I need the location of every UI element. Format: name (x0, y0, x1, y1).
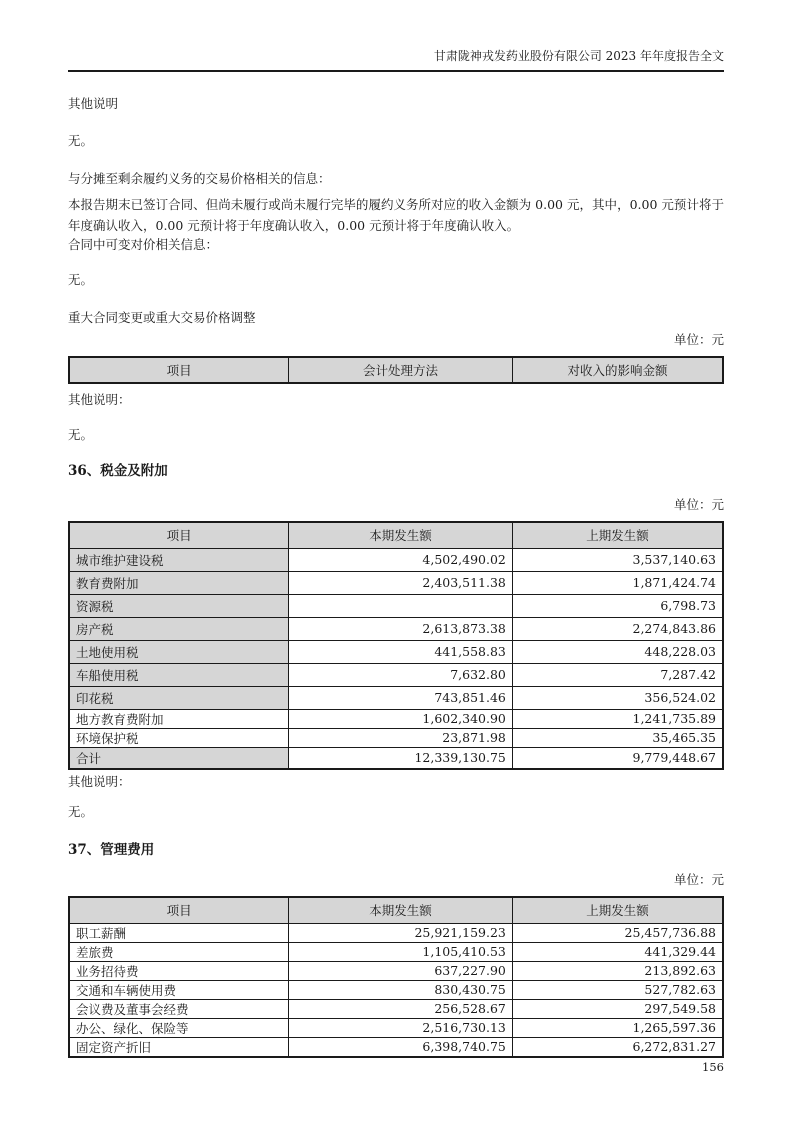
table-cell: 2,516,730.13 (289, 1018, 513, 1037)
table-cell: 25,921,159.23 (289, 923, 513, 942)
table-row (69, 1037, 723, 1057)
table-row (69, 961, 723, 980)
table-cell: 固定资产折旧 (69, 1037, 289, 1057)
report-title: 甘肃陇神戎发药业股份有限公司 2023 年年度报告全文 (433, 49, 724, 63)
section-36-title: 36、税金及附加 (68, 463, 168, 479)
management-expenses-table (68, 896, 724, 1058)
column-header: 上期发生额 (512, 522, 723, 548)
table-cell: 印花税 (69, 686, 289, 709)
allocation-body: 本报告期末已签订合同、但尚未履行或尚未履行完毕的履约义务所对应的收入金额为 0.00 元，其中，0.00 元预计将于年度确认收入，0.00 元预计将于年度确认收入，0.00 元预计将于年度确认收入。 (68, 197, 724, 233)
table-row (69, 980, 723, 999)
column-header: 上期发生额 (512, 897, 723, 923)
page-content (0, 49, 793, 1074)
table-row (69, 999, 723, 1018)
column-header: 项目 (69, 897, 289, 923)
table-cell: 256,528.67 (289, 999, 513, 1018)
table-cell: 会议费及董事会经费 (69, 999, 289, 1018)
page-number: 156 (702, 1059, 724, 1074)
table-cell: 城市维护建设税 (69, 548, 289, 571)
other-note-value: 无。 (68, 133, 94, 148)
table-row (69, 747, 723, 769)
table-row (69, 709, 723, 728)
variable-price-label: 合同中可变对价相关信息： (68, 237, 219, 252)
table-cell: 地方教育费附加 (69, 709, 289, 728)
table-cell: 441,558.83 (289, 640, 513, 663)
table-cell: 637,227.90 (289, 961, 513, 980)
allocation-info-label: 与分摊至剩余履约义务的交易价格相关的信息： (68, 171, 331, 186)
table-cell: 1,871,424.74 (512, 571, 723, 594)
table-cell: 356,524.02 (512, 686, 723, 709)
table-header-row (69, 522, 723, 548)
table-cell: 297,549.58 (512, 999, 723, 1018)
table-header-row (69, 897, 723, 923)
table-cell: 2,274,843.86 (512, 617, 723, 640)
table-cell: 4,502,490.02 (289, 548, 513, 571)
table-cell: 2,403,511.38 (289, 571, 513, 594)
unit-label: 单位：元 (673, 872, 724, 887)
table-cell: 12,339,130.75 (289, 747, 513, 769)
variable-price-value: 无。 (68, 272, 94, 287)
other-note-label: 其他说明 (68, 96, 119, 111)
table-row (69, 686, 723, 709)
section-37-title: 37、管理费用 (68, 842, 155, 858)
table-cell: 448,228.03 (512, 640, 723, 663)
column-header: 对收入的影响金额 (512, 357, 723, 383)
other-note-label: 其他说明： (68, 774, 131, 789)
table-cell: 2,613,873.38 (289, 617, 513, 640)
table-cell: 1,105,410.53 (289, 942, 513, 961)
table-cell: 9,779,448.67 (512, 747, 723, 769)
taxes-and-surcharges-table (68, 521, 724, 770)
column-header: 项目 (69, 357, 289, 383)
table-cell: 车船使用税 (69, 663, 289, 686)
table-cell: 资源税 (69, 594, 289, 617)
table-cell: 合计 (69, 747, 289, 769)
table-row (69, 942, 723, 961)
table-cell: 1,241,735.89 (512, 709, 723, 728)
table-row (69, 923, 723, 942)
table-cell: 213,892.63 (512, 961, 723, 980)
table-cell: 6,798.73 (512, 594, 723, 617)
table-row (69, 640, 723, 663)
table-cell: 441,329.44 (512, 942, 723, 961)
major-contract-table (68, 356, 724, 384)
running-header (68, 49, 724, 72)
table-cell: 1,265,597.36 (512, 1018, 723, 1037)
table-row (69, 728, 723, 747)
column-header: 会计处理方法 (289, 357, 513, 383)
table-cell: 环境保护税 (69, 728, 289, 747)
table-cell: 差旅费 (69, 942, 289, 961)
table-cell: 7,287.42 (512, 663, 723, 686)
table-cell: 房产税 (69, 617, 289, 640)
other-note-value: 无。 (68, 804, 94, 819)
table-cell: 7,632.80 (289, 663, 513, 686)
table-cell: 交通和车辆使用费 (69, 980, 289, 999)
other-note-value: 无。 (68, 427, 94, 442)
major-contract-title: 重大合同变更或重大交易价格调整 (68, 310, 256, 325)
table-cell: 23,871.98 (289, 728, 513, 747)
table-cell (289, 594, 513, 617)
other-note-label: 其他说明： (68, 392, 131, 407)
table-cell: 3,537,140.63 (512, 548, 723, 571)
table-cell: 办公、绿化、保险等 (69, 1018, 289, 1037)
unit-label: 单位：元 (673, 497, 724, 512)
table-cell: 业务招待费 (69, 961, 289, 980)
table-row (69, 617, 723, 640)
table-row (69, 1018, 723, 1037)
table-cell: 1,602,340.90 (289, 709, 513, 728)
table-row (69, 571, 723, 594)
table-cell: 743,851.46 (289, 686, 513, 709)
unit-label: 单位：元 (673, 332, 724, 347)
table-cell: 830,430.75 (289, 980, 513, 999)
column-header: 本期发生额 (289, 897, 513, 923)
table-row (69, 548, 723, 571)
column-header: 本期发生额 (289, 522, 513, 548)
column-header: 项目 (69, 522, 289, 548)
table-cell: 6,272,831.27 (512, 1037, 723, 1057)
table-row (69, 663, 723, 686)
table-cell: 35,465.35 (512, 728, 723, 747)
table-cell: 527,782.63 (512, 980, 723, 999)
table-cell: 25,457,736.88 (512, 923, 723, 942)
table-cell: 教育费附加 (69, 571, 289, 594)
table-row (69, 594, 723, 617)
table-cell: 土地使用税 (69, 640, 289, 663)
table-cell: 职工薪酬 (69, 923, 289, 942)
table-header-row (69, 357, 723, 383)
table-cell: 6,398,740.75 (289, 1037, 513, 1057)
